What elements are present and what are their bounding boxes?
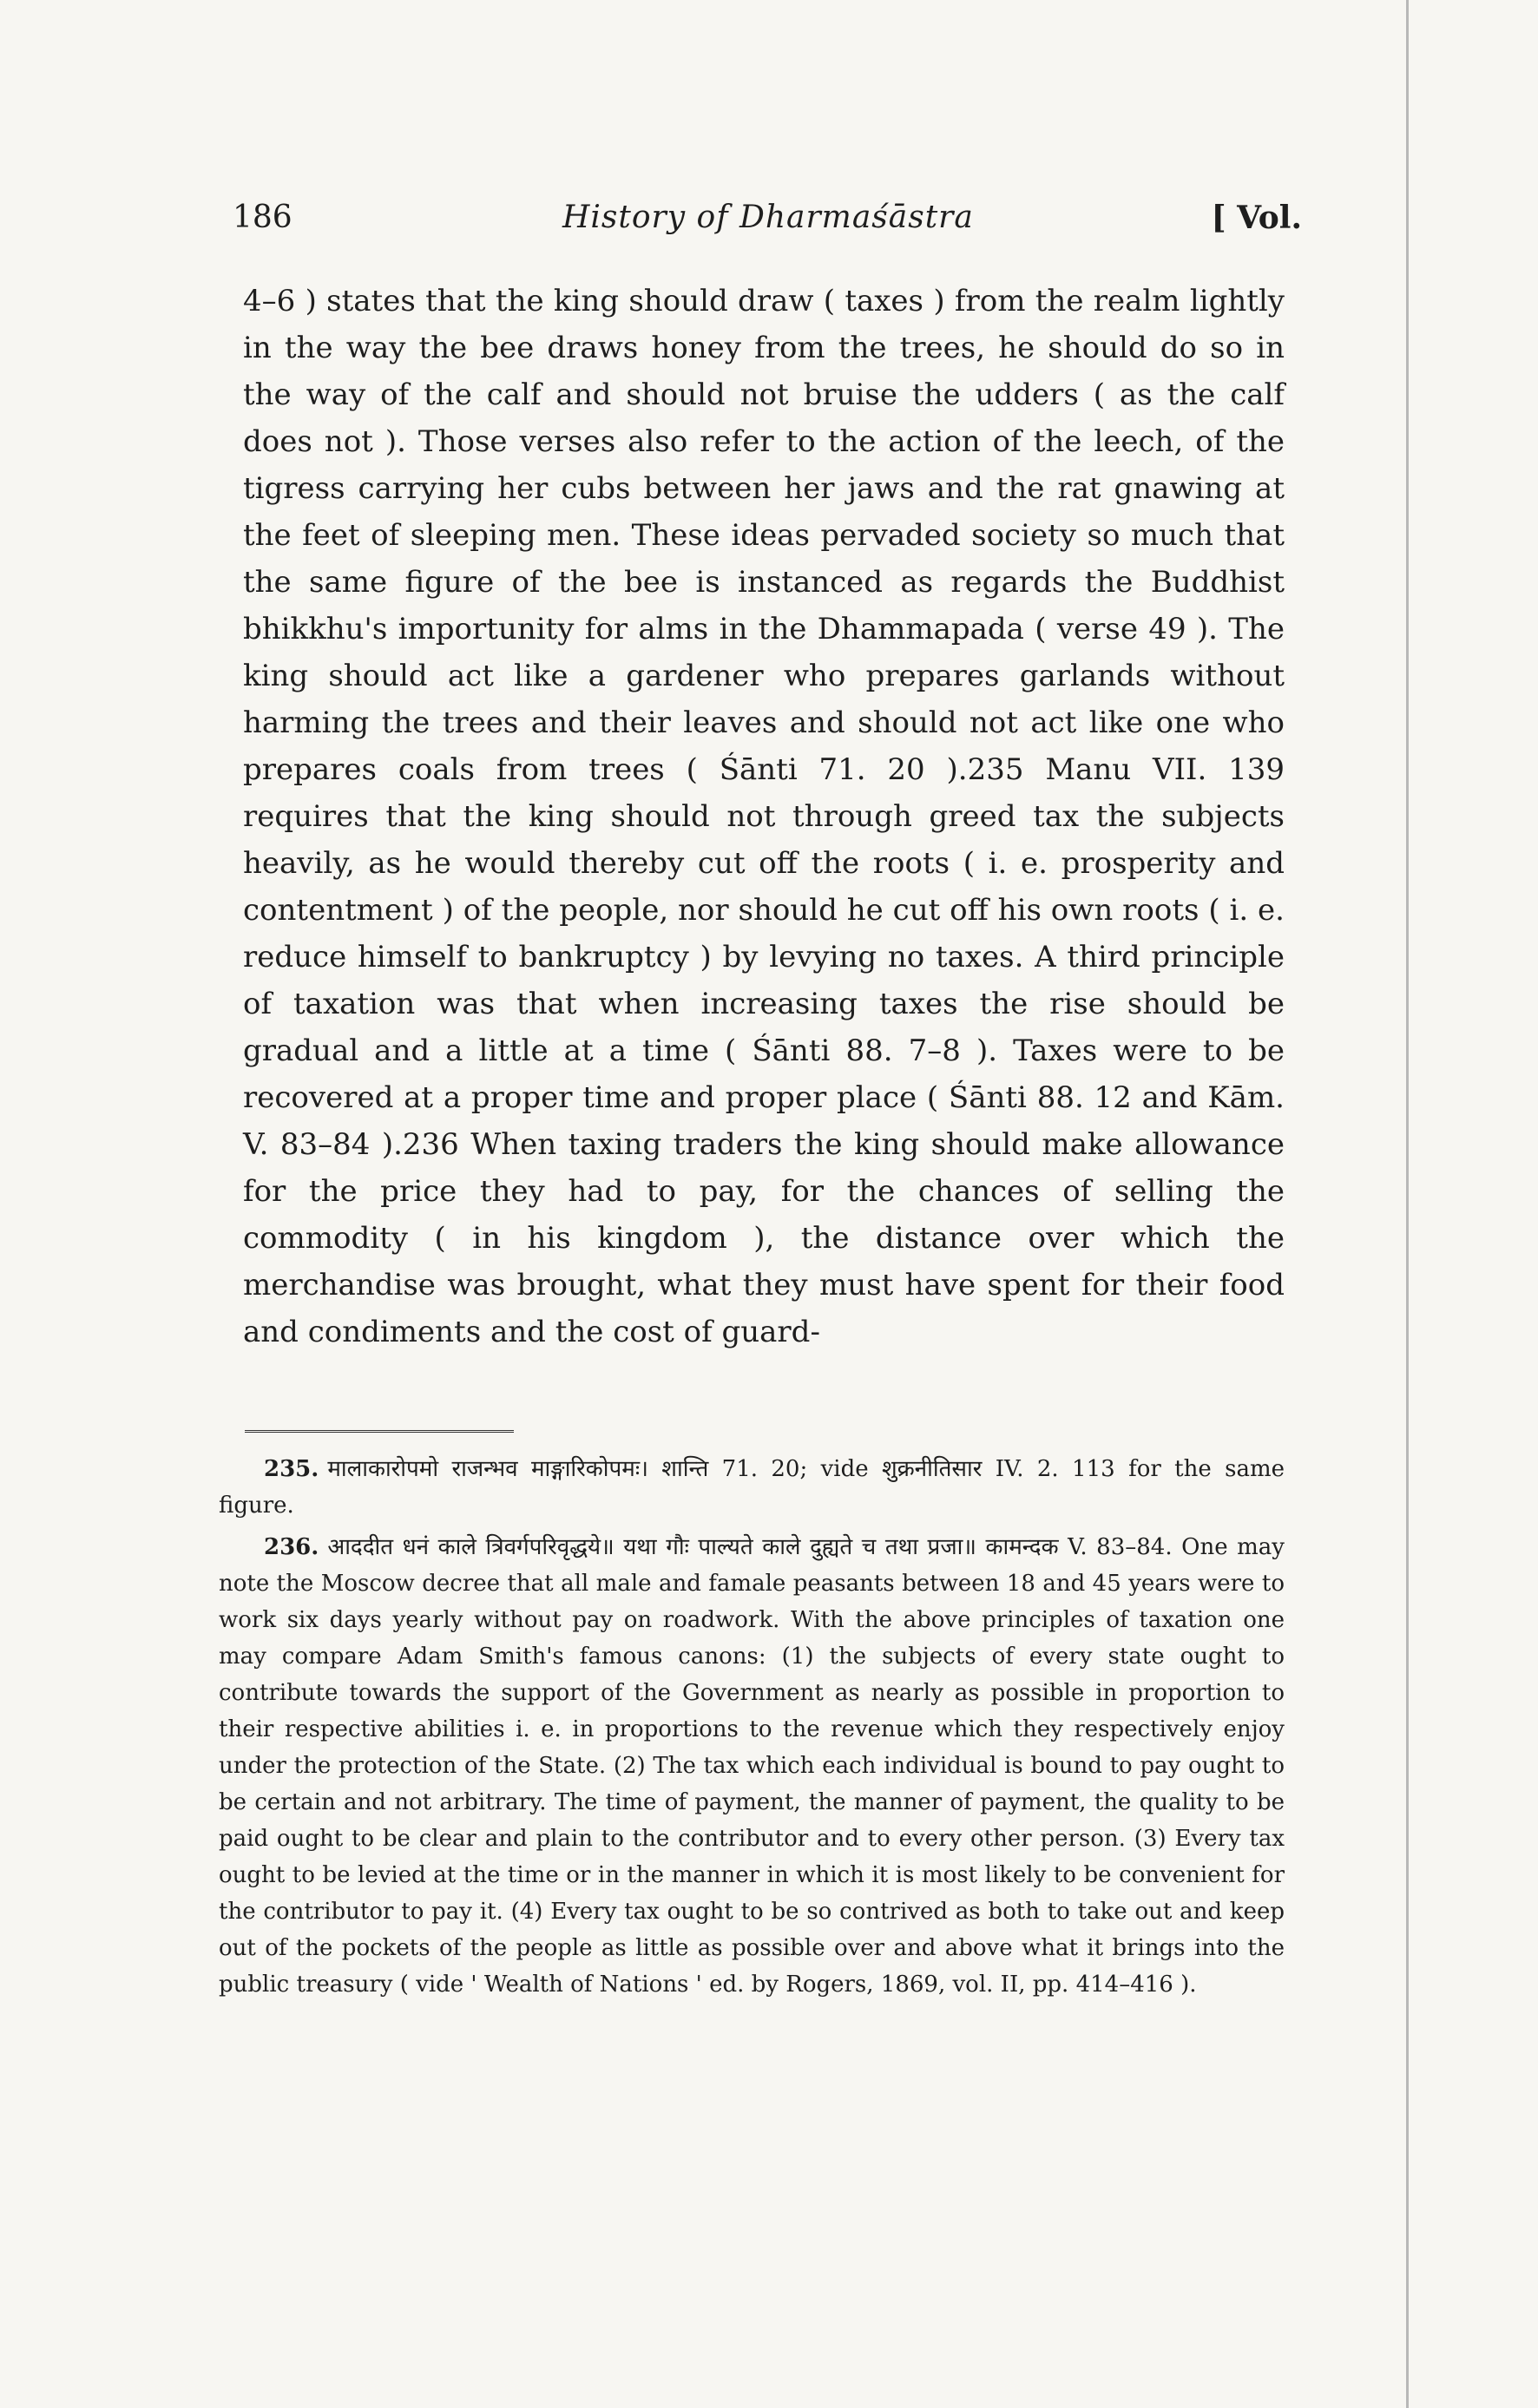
body-paragraph: 4–6 ) states that the king should draw ( taxes ) from the realm lightly in the way the bee draws honey from the trees, he should do so in the way of the calf and should not bruise the udders ( as the calf does not ). Those verses also refer to the action of the leech, of the tigress carrying her cubs between her jaws and the rat gnawing at the feet of sleeping men. These ideas pervaded society so much that the same figure of the bee is instanced as regards the Buddhist bhikkhu's importunity for alms in the Dhammapada ( verse 49 ). The king should act like a gardener who prepares garlands without harming the trees and their leaves and should not act like one who prepares coals from trees ( Śānti 71. 20 ).235 Manu VII. 139 requires that the king should not through greed tax the subjects heavily, as he would thereby cut off the roots ( i. e. prosperity and contentment ) of the people, nor should he cut off his own roots ( i. e. reduce himself to bankruptcy ) by levying no taxes. A third principle of taxation was that when increasing taxes the rise should be gradual and a little at a time ( Śānti 88. 7–8 ). Taxes were to be recovered at a proper time and proper place ( Śānti 88. 12 and Kām. V. 83–84 ).236 When taxing traders the king should make allowance for the price they had to pay, for the chances of selling the commodity ( in his kingdom ), the distance over which the merchandise was brought, what they must have spent for their food and condiments and the cost of guard- [243,284,1285,1349]
main-text [243,278,1285,1355]
page-header [233,193,1302,253]
footnote-236 [219,1529,1285,2003]
footnote-separator [245,1430,514,1433]
page-edge-line [1406,0,1409,2408]
footnote-235 [219,1451,1285,1524]
page-number: 186 [233,200,292,235]
running-title: History of Dharmaśāstra [562,200,974,235]
footnote-text: आददीत धनं काले त्रिवर्गपरिवृद्धये॥ यथा गौः पाल्यते काले दुह्यते च तथा प्रजा॥ कामन्दक V. 83–84. One may note the Moscow decree that all male and famale peasants between 18 and 45 years were to work six days yearly without pay on roadwork. With the above principles of taxation one may compare Adam Smith's famous canons: (1) the subjects of every state ought to contribute towards the support of the Government as nearly as possible in proportion to their respective abilities i. e. in proportions to the revenue which they respectively enjoy under the protection of the State. (2) The tax which each individual is bound to pay ought to be certain and not arbitrary. The time of payment, the manner of payment, the quality to be paid ought to be clear and plain to the contributor and to every other person. (3) Every tax ought to be levied at the time or in the manner in which it is most likely to be convenient for the contributor to pay it. (4) Every tax ought to be so contrived as both to take out and keep out of the pockets of the people as little as possible over and above what it brings into the public treasury ( vide ' Wealth of Nations ' ed. by Rogers, 1869, vol. II, pp. 414–416 ). [219,1534,1285,1998]
footnote-number: 235. [264,1456,319,1482]
footnote-text: मालाकारोपमो राजन्भव माङ्गारिकोपमः। शान्ति 71. 20; vide शुक्रनीतिसार IV. 2. 113 for the same figure. [219,1456,1285,1519]
volume-label: [ Vol. [1211,200,1302,236]
footnotes [219,1451,1285,2008]
footnote-number: 236. [264,1534,319,1560]
